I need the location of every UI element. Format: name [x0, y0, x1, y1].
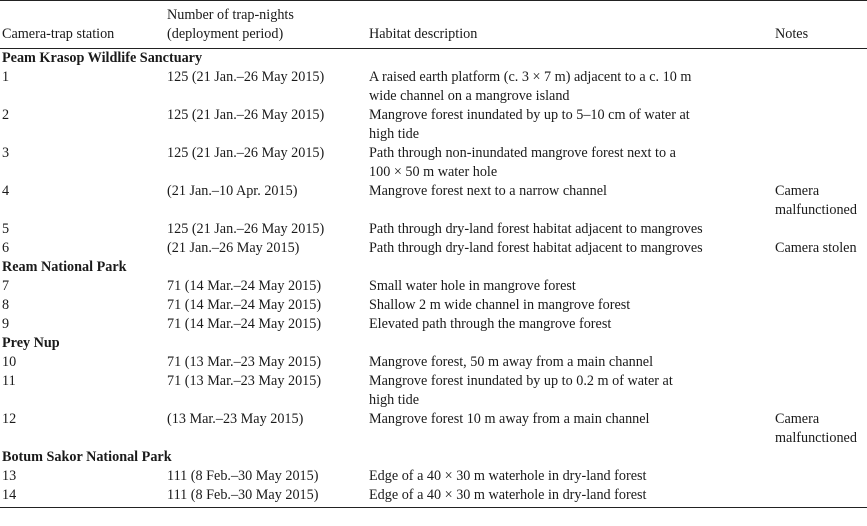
cell-station: 4: [2, 183, 10, 199]
cell-station: 12: [2, 411, 17, 427]
header-trap-nights: [165, 6, 367, 49]
habitat-line: 100 × 50 m water hole: [369, 164, 498, 180]
cell-trap-nights: 125 (21 Jan.–26 May 2015): [167, 145, 325, 161]
table-row: [0, 239, 867, 258]
cell-trap-nights: 71 (14 Mar.–24 May 2015): [167, 278, 322, 294]
table-row: [0, 296, 867, 315]
cell-habitat: [367, 296, 773, 315]
habitat-line: Edge of a 40 × 30 m waterhole in dry-land forest: [369, 487, 647, 503]
habitat-line: high tide: [369, 126, 420, 142]
header-station: Camera-trap station: [0, 6, 165, 49]
cell-habitat: [367, 486, 773, 508]
habitat-line: Mangrove forest, 50 m away from a main channel: [369, 354, 654, 370]
habitat-line: high tide: [369, 392, 420, 408]
habitat-line: Shallow 2 m wide channel in mangrove forest: [369, 297, 631, 313]
table-row: [0, 106, 867, 144]
cell-station: 1: [2, 69, 10, 85]
header-trap-nights-line1: Number of trap-nights: [167, 7, 294, 23]
table-row: [0, 467, 867, 486]
notes-line: Camera: [775, 183, 820, 199]
cell-notes: [773, 182, 867, 220]
cell-station: 8: [2, 297, 10, 313]
table-row: [0, 277, 867, 296]
cell-notes: [773, 220, 867, 239]
section-row: [0, 448, 867, 467]
section-row: [0, 258, 867, 277]
cell-notes: [773, 277, 867, 296]
cell-habitat: [367, 372, 773, 410]
table-row: [0, 372, 867, 410]
cell-station: 5: [2, 221, 10, 237]
cell-trap-nights: 71 (13 Mar.–23 May 2015): [167, 354, 322, 370]
table-row: [0, 144, 867, 182]
cell-habitat: [367, 144, 773, 182]
header-notes: Notes: [773, 6, 867, 49]
table-row: [0, 68, 867, 106]
table-row: [0, 220, 867, 239]
cell-notes: [773, 315, 867, 334]
cell-station: 10: [2, 354, 17, 370]
cell-trap-nights: 71 (13 Mar.–23 May 2015): [167, 373, 322, 389]
cell-notes: [773, 372, 867, 410]
cell-trap-nights: 125 (21 Jan.–26 May 2015): [167, 107, 325, 123]
notes-line: malfunctioned: [775, 202, 857, 218]
section-title: Ream National Park: [2, 259, 127, 275]
cell-notes: [773, 144, 867, 182]
habitat-line: wide channel on a mangrove island: [369, 88, 570, 104]
habitat-line: Path through dry-land forest habitat adjacent to mangroves: [369, 240, 703, 256]
habitat-line: Small water hole in mangrove forest: [369, 278, 576, 294]
cell-station: 3: [2, 145, 10, 161]
habitat-line: Mangrove forest inundated by up to 0.2 m of water at: [369, 373, 673, 389]
habitat-line: Mangrove forest inundated by up to 5–10 cm of water at: [369, 107, 690, 123]
cell-station: 9: [2, 316, 10, 332]
cell-trap-nights: (13 Mar.–23 May 2015): [167, 411, 304, 427]
table-row: [0, 353, 867, 372]
habitat-line: Mangrove forest next to a narrow channel: [369, 183, 607, 199]
cell-notes: [773, 68, 867, 106]
cell-habitat: [367, 182, 773, 220]
section-title: Peam Krasop Wildlife Sanctuary: [2, 50, 203, 66]
cell-notes: [773, 353, 867, 372]
cell-habitat: [367, 315, 773, 334]
cell-trap-nights: 71 (14 Mar.–24 May 2015): [167, 297, 322, 313]
cell-trap-nights: 71 (14 Mar.–24 May 2015): [167, 316, 322, 332]
habitat-line: Mangrove forest 10 m away from a main channel: [369, 411, 650, 427]
cell-notes: [773, 410, 867, 448]
notes-line: Camera stolen: [775, 240, 857, 256]
table-body: [0, 49, 867, 508]
cell-habitat: [367, 277, 773, 296]
table-row: [0, 182, 867, 220]
cell-notes: [773, 296, 867, 315]
cell-habitat: [367, 353, 773, 372]
section-title: Prey Nup: [2, 335, 60, 351]
cell-station: 13: [2, 468, 17, 484]
section-row: [0, 49, 867, 69]
cell-habitat: [367, 106, 773, 144]
habitat-line: A raised earth platform (c. 3 × 7 m) adjacent to a c. 10 m: [369, 69, 692, 85]
cell-habitat: [367, 410, 773, 448]
cell-station: 7: [2, 278, 10, 294]
table-row: [0, 410, 867, 448]
cell-trap-nights: 125 (21 Jan.–26 May 2015): [167, 69, 325, 85]
cell-station: 6: [2, 240, 10, 256]
cell-notes: [773, 239, 867, 258]
notes-line: Camera: [775, 411, 820, 427]
habitat-line: Edge of a 40 × 30 m waterhole in dry-land forest: [369, 468, 647, 484]
cell-trap-nights: 111 (8 Feb.–30 May 2015): [167, 468, 319, 484]
cell-trap-nights: (21 Jan.–10 Apr. 2015): [167, 183, 298, 199]
cell-trap-nights: 125 (21 Jan.–26 May 2015): [167, 221, 325, 237]
header-row: [0, 6, 867, 49]
table-row: [0, 486, 867, 508]
cell-notes: [773, 467, 867, 486]
cell-habitat: [367, 239, 773, 258]
cell-habitat: [367, 220, 773, 239]
cell-habitat: [367, 467, 773, 486]
cell-trap-nights: (21 Jan.–26 May 2015): [167, 240, 300, 256]
cell-trap-nights: 111 (8 Feb.–30 May 2015): [165, 486, 367, 508]
cell-notes: [773, 106, 867, 144]
section-row: [0, 334, 867, 353]
habitat-line: Path through non-inundated mangrove forest next to a: [369, 145, 676, 161]
header-trap-nights-line2: (deployment period): [167, 26, 284, 42]
table-row: [0, 315, 867, 334]
cell-notes: [773, 486, 867, 508]
cell-habitat: [367, 68, 773, 106]
habitat-line: Path through dry-land forest habitat adjacent to mangroves: [369, 221, 703, 237]
habitat-line: Elevated path through the mangrove forest: [369, 316, 612, 332]
notes-line: malfunctioned: [775, 430, 857, 446]
section-title: Botum Sakor National Park: [2, 449, 172, 465]
cell-station: 14: [0, 486, 165, 508]
cell-station: 2: [2, 107, 10, 123]
header-habitat: Habitat description: [367, 6, 773, 49]
cell-station: 11: [2, 373, 16, 389]
